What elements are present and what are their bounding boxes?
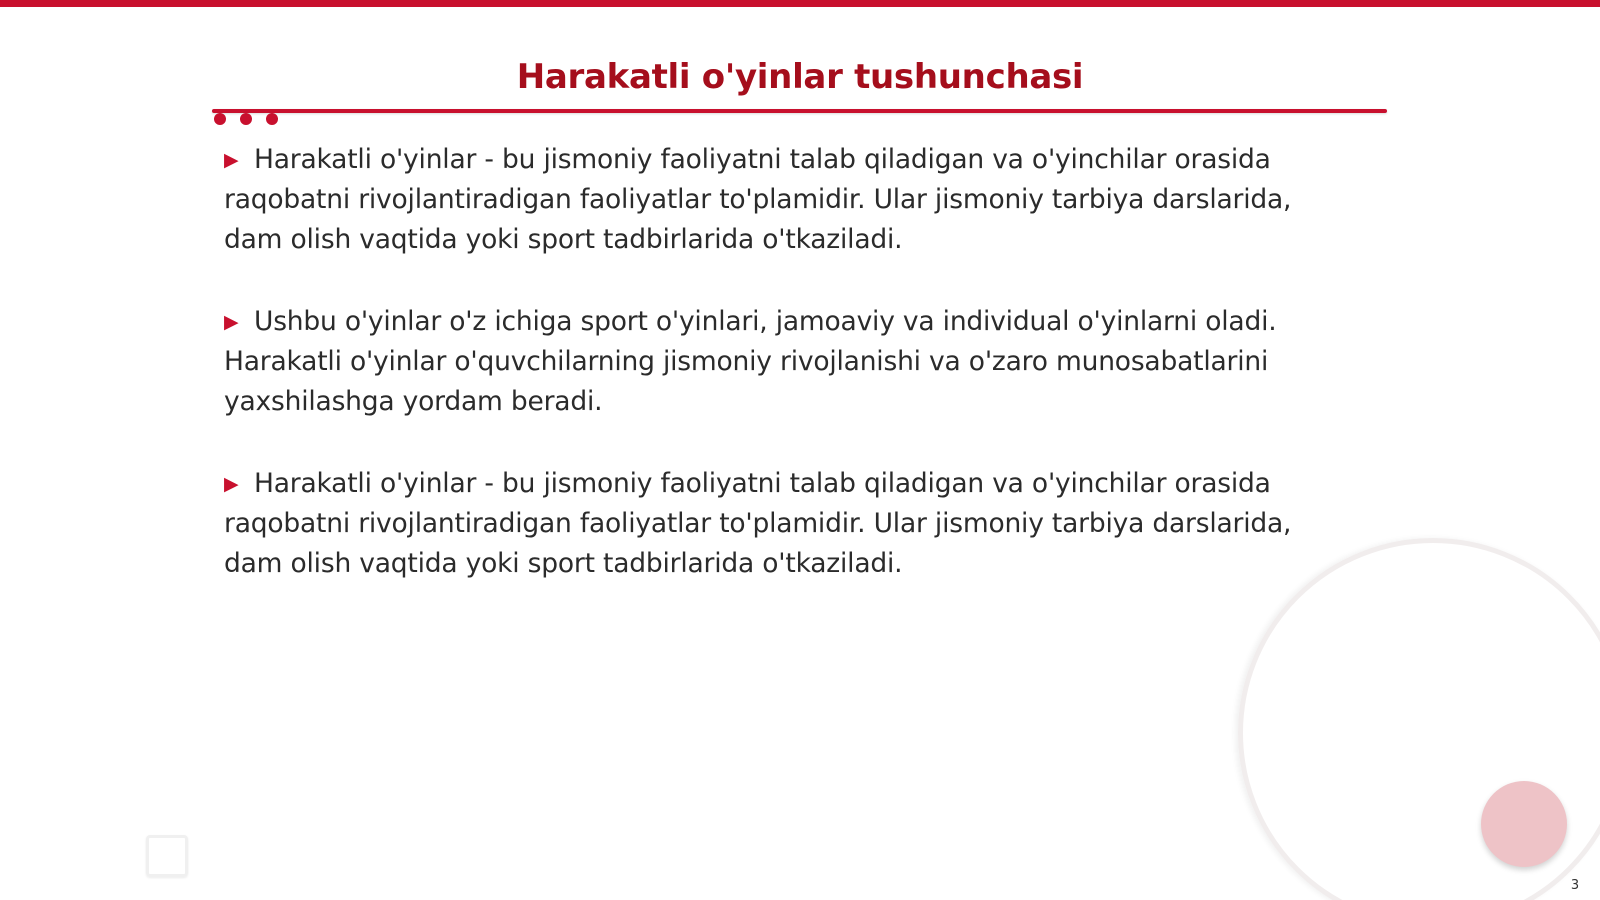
triangle-right-icon: ▶ bbox=[224, 473, 239, 495]
triangle-right-icon: ▶ bbox=[224, 311, 239, 333]
bullet-paragraph bbox=[224, 302, 1344, 422]
paragraph-text: Ushbu o'yinlar o'z ichiga sport o'yinlari, jamoaviy va individual o'yinlarni oladi. Harakatli o'yinlar o'quvchilarning jismoniy rivojlanishi va o'zaro munosabatlarini yaxshilashga yordam beradi. bbox=[224, 306, 1277, 417]
paragraph-text: Harakatli o'yinlar - bu jismoniy faoliyatni talab qiladigan va o'yinchilar orasida raqobatni rivojlantiradigan faoliyatlar to'plamidir. Ular jismoniy tarbiya darslarida, dam olish vaqtida yoki sport tadbirlarida o'tkaziladi. bbox=[224, 468, 1292, 579]
bullet-list bbox=[224, 140, 1344, 626]
decorative-square bbox=[146, 835, 188, 877]
paragraph-text: Harakatli o'yinlar - bu jismoniy faoliyatni talab qiladigan va o'yinchilar orasida raqobatni rivojlantiradigan faoliyatlar to'plamidir. Ular jismoniy tarbiya darslarida, dam olish vaqtida yoki sport tadbirlarida o'tkaziladi. bbox=[224, 144, 1292, 255]
title-underline bbox=[212, 109, 1387, 113]
decorative-dot bbox=[240, 113, 252, 125]
triangle-right-icon: ▶ bbox=[224, 149, 239, 171]
page-number: 3 bbox=[1570, 878, 1580, 893]
bullet-paragraph bbox=[224, 140, 1344, 260]
decorative-pink-circle bbox=[1481, 781, 1567, 867]
bullet-paragraph bbox=[224, 464, 1344, 584]
slide-title: Harakatli o'yinlar tushunchasi bbox=[516, 57, 1084, 97]
decorative-dot bbox=[266, 113, 278, 125]
decorative-dot bbox=[214, 113, 226, 125]
top-accent-bar bbox=[0, 0, 1600, 7]
